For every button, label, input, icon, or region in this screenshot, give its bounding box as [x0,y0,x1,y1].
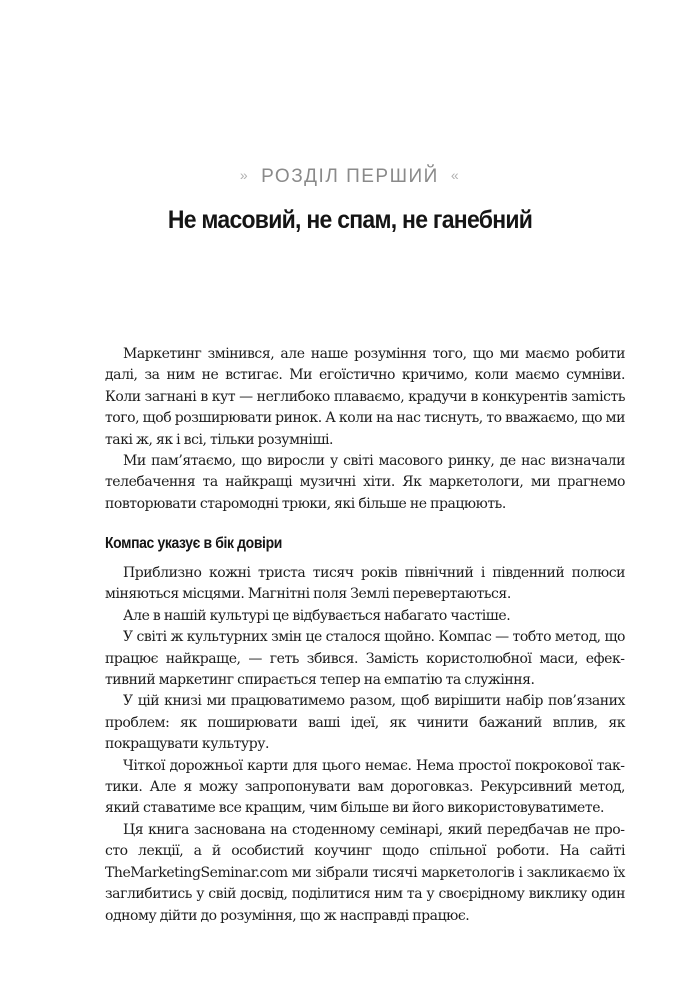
chapter-label [0,166,700,188]
paragraph: Ми пам’ятаємо, що виросли у світі масового ринку, де нас визначали телебачення та найкращі музичні хіти. Як маркетологи, ми прагнемо повторювати старомодні трюки, які більше не працюють. [105,453,625,512]
paragraph: Але в нашій культурі це відбувається набагато частіше. [123,607,511,624]
chapter-title: Не масовий, не спам, не ганебний [167,206,533,234]
intro-text [105,344,625,515]
section-text [105,563,625,927]
paragraph: У цій книзі ми працюватимемо разом, щоб вирішити набір пов’язаних проблем: як поширювати ваші ідеї, як чинити бажаний вплив, як покращувати культуру. [105,693,625,753]
ornament-left: » [239,167,250,183]
paragraph: Ця книга заснована на стоденному семінарі, який передбачав не просто лекції, а й особистий коучинг щодо спільної роботи. На сайті TheMarketingSeminar.com ми зібрали тисячі маркетологів і закликаємо їх заглибитись у свій досвід, поділитися ним та у своєрідному виклику один одному дійти до розуміння, що ж насправді працює. [105,821,625,924]
paragraph: Чіткої дорожньої карти для цього немає. Нема простої покрокової тактики. Але я можу запропонувати вам дороговказ. Рекурсивний метод, який ставатиме все кращим, чим більше ви його використовуватимете. [105,757,625,817]
ornament-right: « [450,167,461,183]
paragraph: У світі ж культурних змін це сталося щойно. Компас — тобто метод, що працює найкраще, — геть збився. Замість користолюбної маси, ефективний маркетинг спирається тепер на емпатію та служіння. [105,629,625,689]
chapter-number-text: РОЗДІЛ ПЕРШИЙ [261,166,439,187]
section-heading: Компас указує в бік довіри [105,535,282,552]
paragraph: Маркетинг змінився, але наше розуміння того, що ми маємо робити далі, за ним не встигає. Ми егоїстично кричимо, коли маємо сумніви. Коли загнані в кут — неглибоко плаваємо, крадучи в конкурентів заmість того, щоб розширювати ринок. А коли на нас тиснуть, то вважаємо, що ми такі ж, як і всі, тільки розумніші. [105,346,625,448]
paragraph: Приблизно кожні триста тисяч років північний і південний полюси міняються місцями. Магнітні поля Землі перевертаються. [105,565,625,603]
